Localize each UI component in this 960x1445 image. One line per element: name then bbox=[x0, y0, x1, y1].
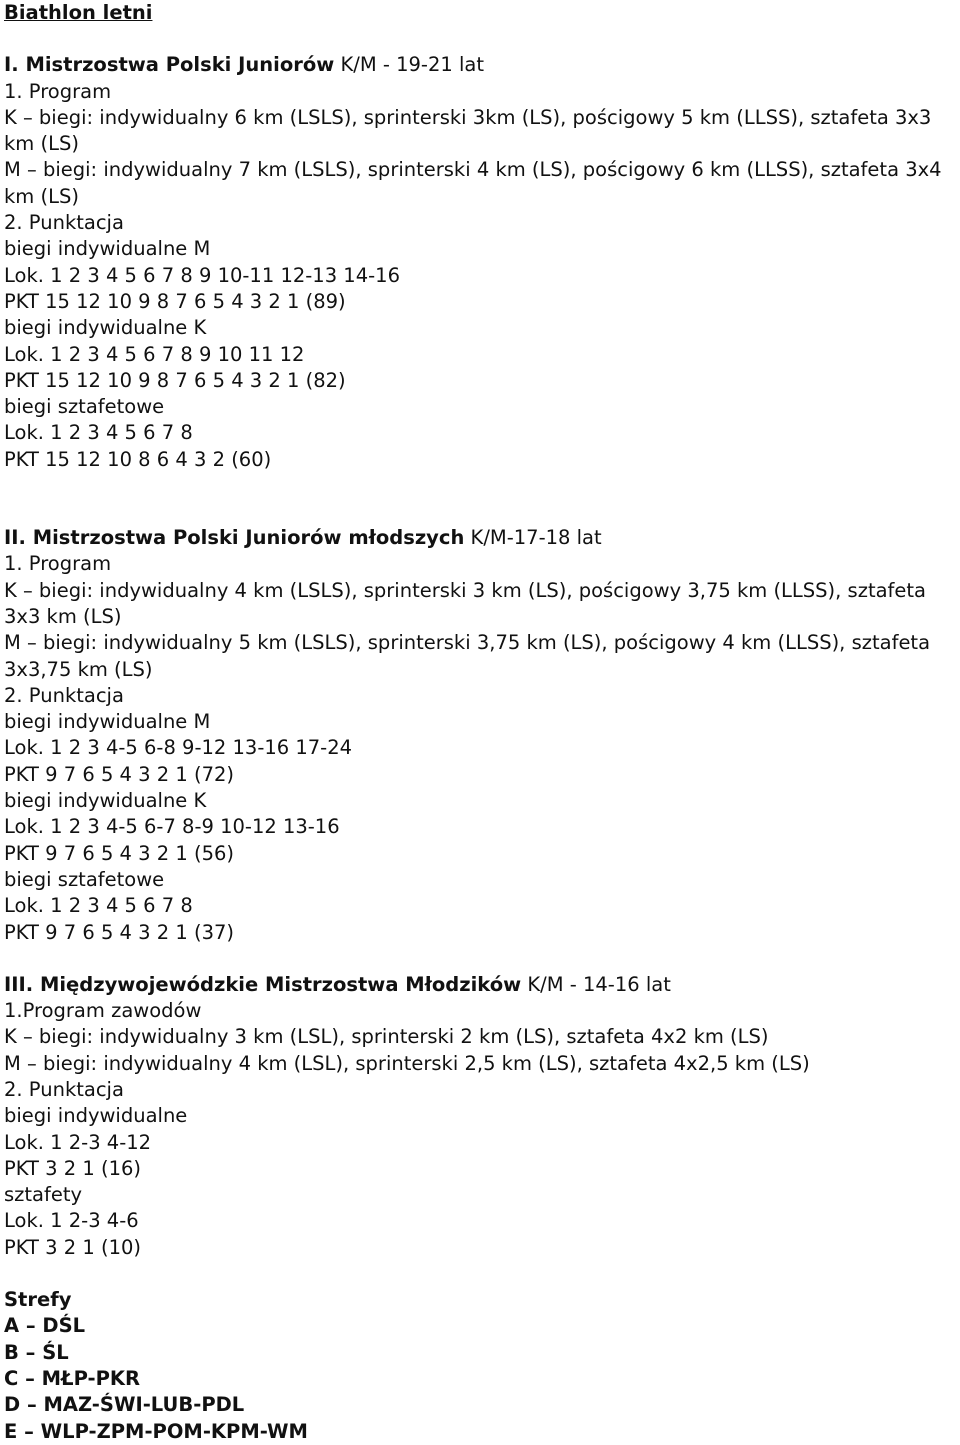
strefy-item: B – ŚL bbox=[4, 1340, 69, 1364]
section2-scoring-pkt: PKT 9 7 6 5 4 3 2 1 (56) bbox=[4, 841, 235, 865]
section3-scoring-label: biegi indywidualne bbox=[4, 1104, 188, 1128]
section1-program-k: K – biegi: indywidualny 6 km (LSLS), sprinterski 3km (LS), pościgowy 5 km (LLSS), sztafeta 3x3 km (LS) bbox=[4, 105, 932, 156]
section2-scoring-lok: Lok. 1 2 3 4-5 6-8 9-12 13-16 17-24 bbox=[4, 736, 353, 760]
section1-scoring-pkt: PKT 15 12 10 9 8 7 6 5 4 3 2 1 (89) bbox=[4, 289, 346, 313]
section1-scoring-label: biegi sztafetowe bbox=[4, 395, 165, 419]
spacer bbox=[4, 499, 960, 525]
section1-scoring-lok: Lok. 1 2 3 4 5 6 7 8 9 10 11 12 bbox=[4, 342, 305, 366]
section1-punktacja-label: 2. Punktacja bbox=[4, 211, 124, 235]
section1-program-label: 1. Program bbox=[4, 79, 112, 103]
section3-heading-rest: K/M - 14-16 lat bbox=[521, 972, 671, 996]
section2-heading-bold: II. Mistrzostwa Polski Juniorów młodszych bbox=[4, 526, 465, 550]
section2-program-k: K – biegi: indywidualny 4 km (LSLS), sprinterski 3 km (LS), pościgowy 3,75 km (LLSS), sztafeta 3x3 km (LS) bbox=[4, 578, 926, 628]
section2-scoring-lok: Lok. 1 2 3 4-5 6-7 8-9 10-12 13-16 bbox=[4, 815, 340, 839]
section1-scoring-label: biegi indywidualne M bbox=[4, 237, 211, 261]
section3-program-m: M – biegi: indywidualny 4 km (LSL), sprinterski 2,5 km (LS), sztafeta 4x2,5 km (LS) bbox=[4, 1051, 810, 1075]
strefy-item: C – MŁP-PKR bbox=[4, 1366, 141, 1390]
section1-heading-bold: I. Mistrzostwa Polski Juniorów bbox=[4, 53, 335, 77]
section1-scoring-pkt: PKT 15 12 10 8 6 4 3 2 (60) bbox=[4, 447, 272, 471]
section3-punktacja-label: 2. Punktacja bbox=[4, 1077, 124, 1101]
section3-scoring-lok: Lok. 1 2-3 4-6 bbox=[4, 1209, 139, 1233]
strefy-heading: Strefy bbox=[4, 1288, 72, 1312]
section2-scoring-label: biegi indywidualne M bbox=[4, 710, 211, 734]
section2-heading-rest: K/M-17-18 lat bbox=[464, 526, 602, 550]
section3-scoring-lok: Lok. 1 2-3 4-12 bbox=[4, 1130, 152, 1154]
section2-heading bbox=[4, 525, 960, 551]
spacer bbox=[4, 473, 960, 499]
spacer bbox=[4, 26, 960, 52]
spacer bbox=[4, 1261, 960, 1287]
section3-program-label: 1.Program zawodów bbox=[4, 999, 202, 1023]
section2-program-m: M – biegi: indywidualny 5 km (LSLS), sprinterski 3,75 km (LS), pościgowy 4 km (LLSS), sztafeta 3x3,75 km (LS) bbox=[4, 631, 931, 681]
section3-scoring-label: sztafety bbox=[4, 1183, 83, 1207]
strefy-item: E – WLP-ZPM-POM-KPM-WM bbox=[4, 1419, 308, 1443]
section1-heading bbox=[4, 52, 960, 78]
section2-program-label: 1. Program bbox=[4, 552, 112, 576]
section1-scoring-label: biegi indywidualne K bbox=[4, 316, 207, 340]
section1-program-m: M – biegi: indywidualny 7 km (LSLS), sprinterski 4 km (LS), pościgowy 6 km (LLSS), sztafeta 3x4 km (LS) bbox=[4, 158, 942, 208]
section1-scoring-lok: Lok. 1 2 3 4 5 6 7 8 bbox=[4, 421, 193, 445]
strefy-item: A – DŚL bbox=[4, 1314, 86, 1338]
section3-heading-bold: III. Międzywojewódzkie Mistrzostwa Młodzików bbox=[4, 972, 522, 996]
strefy-item: D – MAZ-ŚWI-LUB-PDL bbox=[4, 1393, 245, 1417]
section1-heading-rest: K/M - 19-21 lat bbox=[334, 53, 484, 77]
spacer bbox=[4, 946, 960, 972]
section3-scoring-pkt: PKT 3 2 1 (16) bbox=[4, 1156, 141, 1180]
section2-punktacja-label: 2. Punktacja bbox=[4, 683, 124, 707]
section3-program-k: K – biegi: indywidualny 3 km (LSL), sprinterski 2 km (LS), sztafeta 4x2 km (LS) bbox=[4, 1025, 769, 1049]
section1-scoring-lok: Lok. 1 2 3 4 5 6 7 8 9 10-11 12-13 14-16 bbox=[4, 263, 400, 287]
section3-scoring-pkt: PKT 3 2 1 (10) bbox=[4, 1235, 141, 1259]
section2-scoring-lok: Lok. 1 2 3 4 5 6 7 8 bbox=[4, 894, 193, 918]
section2-scoring-pkt: PKT 9 7 6 5 4 3 2 1 (72) bbox=[4, 762, 235, 786]
section2-scoring-label: biegi indywidualne K bbox=[4, 789, 207, 813]
document-title: Biathlon letni bbox=[4, 1, 153, 24]
section2-scoring-label: biegi sztafetowe bbox=[4, 867, 165, 891]
section2-scoring-pkt: PKT 9 7 6 5 4 3 2 1 (37) bbox=[4, 920, 235, 944]
section1-scoring-pkt: PKT 15 12 10 9 8 7 6 5 4 3 2 1 (82) bbox=[4, 368, 346, 392]
section3-heading bbox=[4, 972, 960, 998]
